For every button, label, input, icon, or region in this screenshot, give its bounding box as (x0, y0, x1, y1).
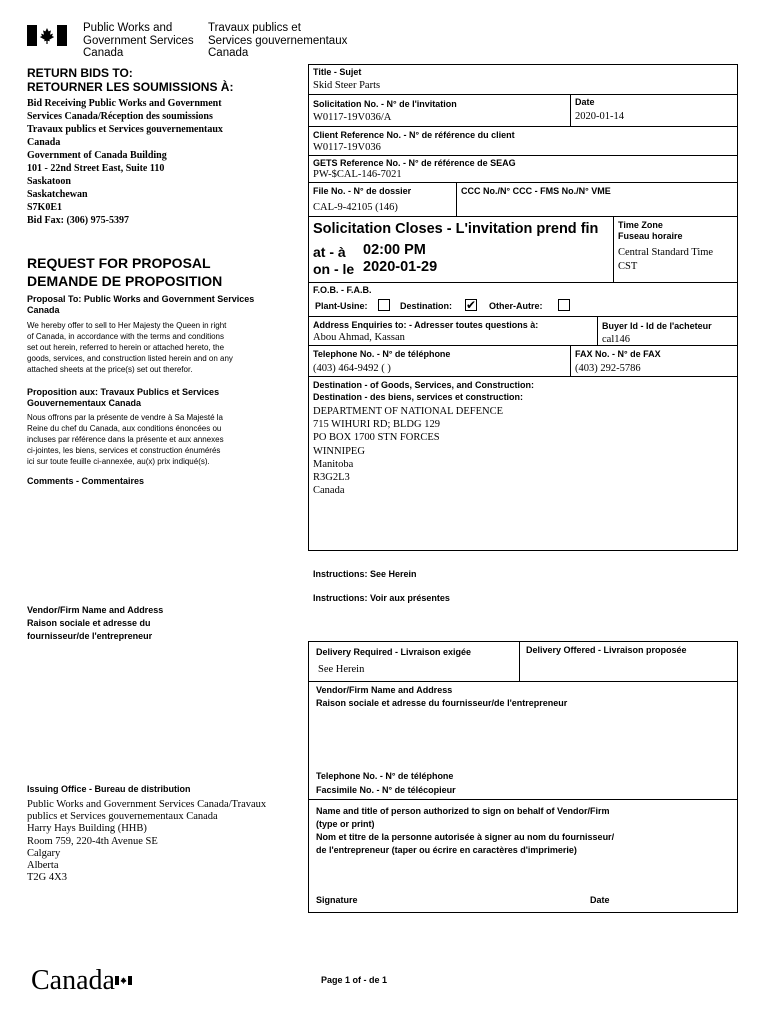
delivery-offered-label: Delivery Offered - Livraison proposée (526, 645, 687, 655)
gets-ref-value: PW-$CAL-146-7021 (313, 169, 402, 180)
vendor-left-line: Raison sociale et adresse du (27, 618, 151, 628)
closing-date-value: 2020-01-29 (363, 259, 438, 275)
destination-line: DEPARTMENT OF NATIONAL DEFENCE (313, 406, 504, 417)
return-bids-title-en: RETURN BIDS TO: (27, 66, 133, 80)
proposition-line: ici sur toute feuille ci-annexée, au(x) prix indiqué(s). (27, 457, 210, 466)
return-line: Canada (27, 137, 61, 148)
ccc-no-label: CCC No./N° CCC - FMS No./N° VME (461, 186, 611, 196)
org-fr-line-1: Travaux publics et (208, 22, 301, 34)
vendor-facsimile-label: Facsimile No. - N° de télécopieur (316, 785, 456, 795)
rfp-title-en: REQUEST FOR PROPOSAL (27, 255, 211, 271)
return-line: Saskatoon (27, 176, 71, 187)
delivery-required-value: See Herein (318, 664, 365, 675)
org-name-french (208, 22, 347, 60)
issuing-line: Room 759, 220-4th Avenue SE (27, 835, 158, 847)
vendor-name-label-en: Vendor/Firm Name and Address (316, 685, 453, 695)
fax-value: (403) 292-5786 (575, 363, 641, 374)
authorized-person-label (316, 805, 614, 857)
return-line: 101 - 22nd Street East, Suite 110 (27, 163, 165, 174)
destination-goods-label-en: Destination - of Goods, Services, and Construction: (313, 380, 535, 390)
authorized-line: Nom et titre de la personne autorisée à signer au nom du fournisseur/ (316, 832, 615, 842)
signature-date-label: Date (590, 895, 610, 905)
time-zone-label: Time Zone (618, 220, 663, 230)
vendor-name-label-fr: Raison sociale et adresse du fournisseur/de l'entrepreneur (316, 698, 568, 708)
file-no-value: CAL-9-42105 (146) (313, 202, 398, 213)
buyer-id-value: cal146 (602, 334, 630, 345)
org-fr-line-3: Canada (208, 47, 249, 59)
destination-label: Destination: (400, 301, 453, 311)
wordmark-flag-icon (115, 972, 132, 981)
client-ref-value: W0117-19V036 (313, 142, 381, 153)
closing-at-label: at - à (313, 244, 346, 260)
title-label: Title - Sujet (313, 67, 362, 77)
proposal-line: set out herein, referred to herein or attached hereto, the (27, 343, 225, 352)
canada-flag-icon (27, 25, 67, 46)
vendor-left-label (27, 604, 163, 643)
address-enquiries-value: Abou Ahmad, Kassan (313, 332, 405, 343)
vendor-telephone-label: Telephone No. - N° de téléphone (316, 771, 454, 781)
proposal-to-body (27, 320, 233, 375)
page-number: Page 1 of - de 1 (321, 975, 388, 985)
delivery-required-label: Delivery Required - Livraison exigée (316, 647, 472, 657)
issuing-office-address (27, 799, 266, 884)
org-en-line-2: Government Services (83, 34, 194, 47)
date-label: Date (575, 97, 595, 107)
gets-ref-label: GETS Reference No. - N° de référence de SEAG (313, 158, 516, 168)
destination-line: 715 WIHURI RD; BLDG 129 (313, 419, 440, 431)
org-en-line-1: Public Works and (83, 22, 173, 34)
return-line: Saskatchewan (27, 189, 88, 200)
return-line: Travaux publics et Services gouvernementaux (27, 124, 223, 135)
proposal-line: We hereby offer to sell to Her Majesty the Queen in right (27, 321, 227, 330)
org-fr-line-2: Services gouvernementaux (208, 34, 348, 47)
destination-goods-label-fr: Destination - des biens, services et construction: (313, 392, 524, 402)
solicitation-closes-title: Solicitation Closes - L'invitation prend fin (313, 221, 599, 237)
title-value: Skid Steer Parts (313, 80, 381, 91)
proposition-label: Proposition aux: Travaux Publics et Services Gouvernementaux Canada (27, 387, 220, 408)
proposition-line: Nous offrons par la présente de vendre à Sa Majesté la (27, 413, 223, 422)
address-enquiries-label: Address Enquiries to: - Adresser toutes questions à: (313, 320, 539, 330)
destination-checkbox[interactable]: ✔ (466, 298, 477, 312)
return-line: Services Canada/Réception des soumissions (27, 111, 213, 122)
org-en-line-3: Canada (83, 47, 124, 59)
authorized-line: (type or print) (316, 819, 375, 829)
instructions-en: Instructions: See Herein (313, 569, 417, 579)
closing-on-label: on - le (313, 261, 355, 277)
fob-label: F.O.B. - F.A.B. (313, 285, 372, 295)
destination-line: WINNIPEG (313, 445, 365, 457)
proposition-line: incluses par référence dans la présente et aux annexes (27, 435, 224, 444)
return-bids-address (27, 97, 223, 227)
time-zone-value: Central Standard Time (618, 247, 714, 258)
return-bids-title-fr: RETOURNER LES SOUMISSIONS À: (27, 80, 234, 94)
destination-line: Canada (313, 485, 345, 497)
canada-wordmark (31, 965, 115, 997)
client-ref-label: Client Reference No. - N° de référence du client (313, 130, 515, 140)
time-zone-abbrev: CST (618, 261, 638, 272)
telephone-value: (403) 464-9492 ( ) (313, 363, 391, 374)
solicitation-no-label: Solicitation No. - N° de l'invitation (313, 99, 457, 109)
proposition-line: ci-jointes, les biens, services et construction énumérés (27, 446, 221, 455)
return-line: Bid Receiving Public Works and Government (27, 98, 222, 109)
destination-address (313, 405, 503, 497)
proposal-line: of Canada, in accordance with the terms and conditions (27, 332, 225, 341)
vendor-left-line: fournisseur/de l'entrepreneur (27, 631, 153, 641)
proposition-line: Reine du chef du Canada, aux conditions énoncées ou (27, 424, 222, 433)
other-autre-label: Other-Autre: (489, 301, 543, 311)
issuing-line: Harry Hays Building (HHB) (27, 823, 147, 835)
issuing-office-label: Issuing Office - Bureau de distribution (27, 784, 191, 794)
authorized-line: Name and title of person authorized to sign on behalf of Vendor/Firm (316, 806, 610, 816)
buyer-id-label: Buyer Id - Id de l'acheteur (602, 321, 712, 331)
proposal-line: attached sheets at the price(s) set out therefor. (27, 365, 193, 374)
destination-line: PO BOX 1700 STN FORCES (313, 432, 440, 444)
issuing-line: Public Works and Government Services Canada/Travaux (27, 799, 267, 810)
vendor-left-line: Vendor/Firm Name and Address (27, 605, 164, 615)
return-line: Government of Canada Building (27, 150, 167, 161)
issuing-line: Calgary (27, 847, 61, 859)
file-no-label: File No. - N° de dossier (313, 186, 412, 196)
authorized-line: de l'entrepreneur (taper ou écrire en caractères d'imprimerie) (316, 845, 577, 855)
rfp-title-fr: DEMANDE DE PROPOSITION (27, 273, 223, 289)
fax-label: FAX No. - N° de FAX (575, 349, 661, 359)
canada-wordmark-text: Canada (31, 965, 115, 996)
org-name-english (83, 22, 194, 60)
destination-line: Manitoba (313, 458, 354, 470)
issuing-line: Alberta (27, 860, 59, 872)
signature-label: Signature (316, 895, 358, 905)
date-value: 2020-01-14 (575, 111, 624, 122)
return-line: S7K0E1 (27, 202, 63, 213)
destination-line: R3G2L3 (313, 472, 350, 484)
other-autre-checkbox[interactable] (558, 299, 570, 311)
comments-label: Comments - Commentaires (27, 476, 145, 486)
fuseau-horaire-label: Fuseau horaire (618, 231, 683, 241)
bid-fax: Bid Fax: (306) 975-5397 (27, 215, 129, 226)
instructions-fr: Instructions: Voir aux présentes (313, 593, 450, 603)
proposal-to-label: Proposal To: Public Works and Government Services Canada (27, 294, 255, 315)
plant-usine-checkbox[interactable] (378, 299, 390, 311)
solicitation-no-value: W0117-19V036/A (313, 112, 392, 123)
telephone-label: Telephone No. - N° de téléphone (313, 349, 451, 359)
issuing-line: T2G 4X3 (27, 872, 67, 884)
proposal-line: goods, services, and construction listed herein and on any (27, 354, 233, 363)
issuing-line: publics et Services gouvernementaux Canada (27, 811, 218, 823)
plant-usine-label: Plant-Usine: (315, 301, 368, 311)
proposition-body (27, 412, 224, 467)
closing-time-value: 02:00 PM (363, 242, 426, 258)
